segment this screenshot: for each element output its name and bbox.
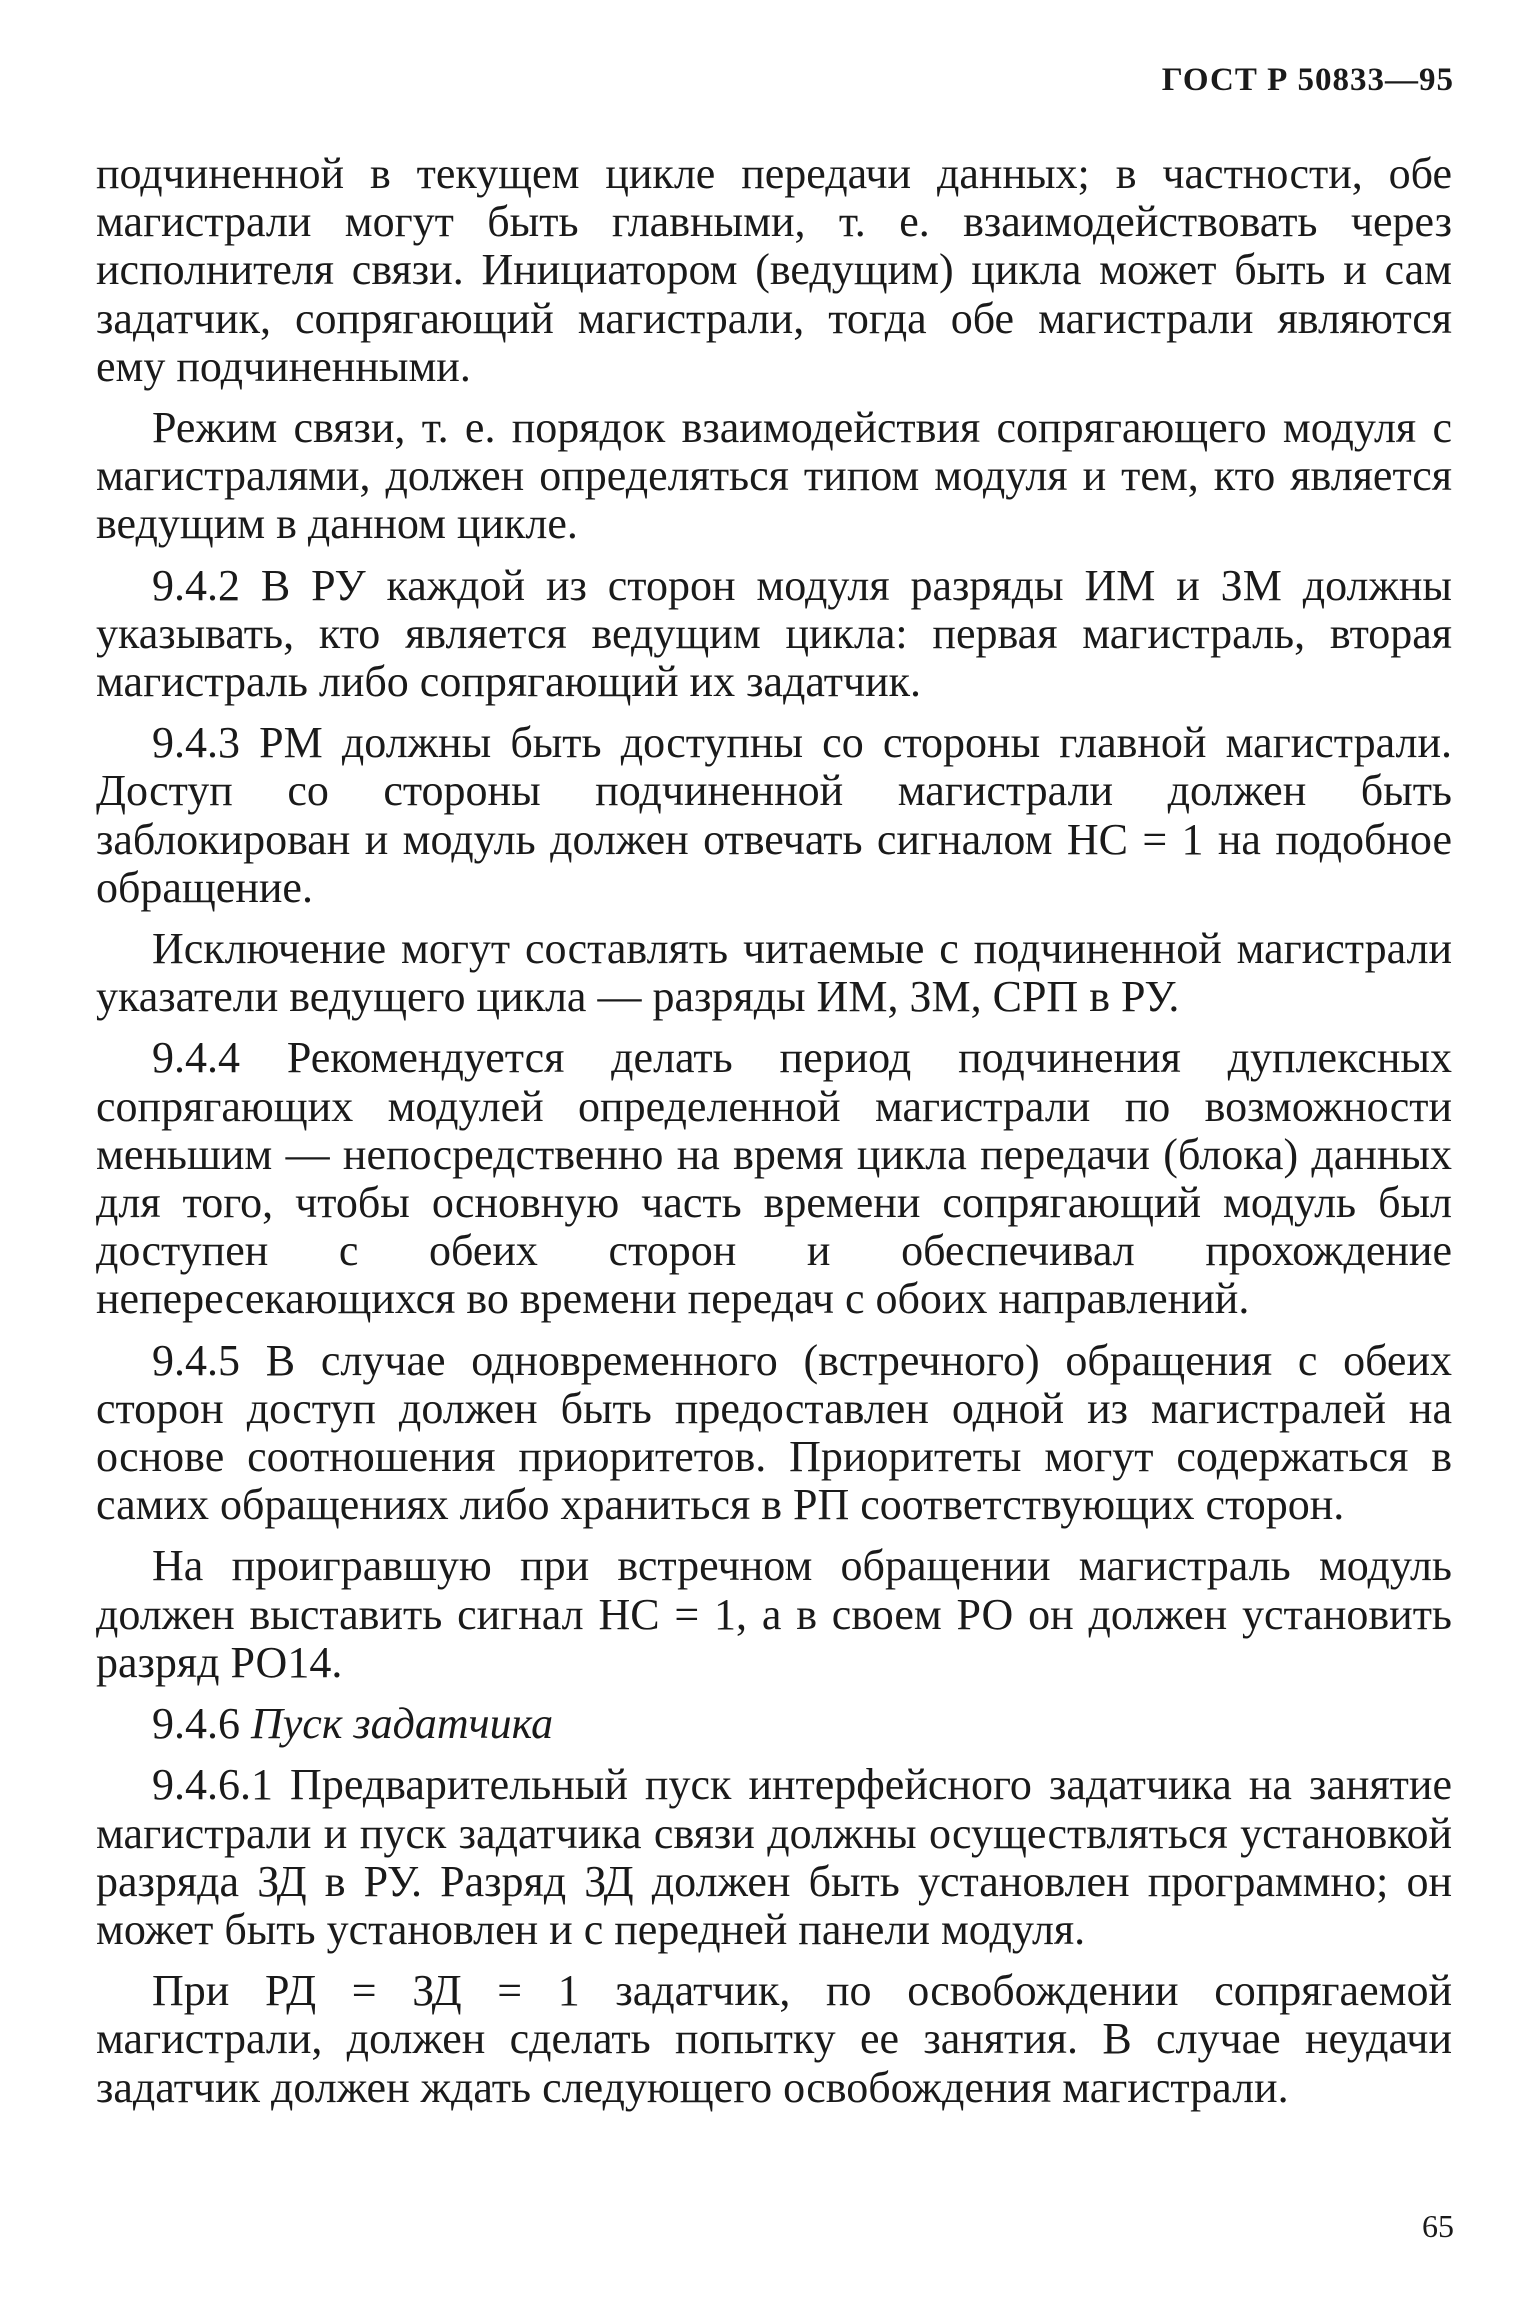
paragraph-continuation: подчиненной в текущем цикле передачи данных; в частности, обе магистрали могут быть главными, т. е. взаимодействовать через исполнителя связи. Инициатором (ведущим) цикла может быть и сам задатчик, сопрягающий магистрали, тогда обе магистрали являются ему подчиненными. — [96, 149, 1452, 391]
standard-header: ГОСТ Р 50833—95 — [1161, 62, 1454, 98]
section-title: Пуск задатчика — [251, 1699, 554, 1749]
paragraph-9-4-3: 9.4.3 РМ должны быть доступны со стороны главной магистрали. Доступ со стороны подчиненной магистрали должен быть заблокирован и модуль должен отвечать сигналом НС = 1 на подобное обращение. — [96, 718, 1452, 912]
paragraph-master-start: При РД = ЗД = 1 задатчик, по освобождении сопрягаемой магистрали, должен сделать попытку ее занятия. В случае неудачи задатчик должен ждать следующего освобождения магистрали. — [96, 1966, 1452, 2112]
paragraph-9-4-5: 9.4.5 В случае одновременного (встречного) обращения с обеих сторон доступ должен быть предоставлен одной из магистралей на основе соотношения приоритетов. Приоритеты могут содержаться в самих обращениях либо храниться в РП соответствующих сторон. — [96, 1335, 1452, 1530]
section-heading-9-4-6 — [96, 1700, 1452, 1748]
paragraph-losing-bus: На проигравшую при встречном обращении магистраль модуль должен выставить сигнал НС = 1, а в своем РО он должен установить разряд РО14. — [96, 1541, 1452, 1687]
page-number: 65 — [1422, 2208, 1454, 2244]
paragraph-communication-mode: Режим связи, т. е. порядок взаимодействия сопрягающего модуля с магистралями, должен определяться типом модуля и тем, кто является ведущим в данном цикле. — [96, 403, 1452, 549]
document-body — [96, 150, 1452, 2125]
paragraph-9-4-4: 9.4.4 Рекомендуется делать период подчинения дуплексных сопрягающих модулей определенной магистрали по возможности меньшим — непосредственно на время цикла передачи (блока) данных для того, чтобы основную часть времени сопрягающий модуль был доступен с обеих сторон и обеспечивал прохождение непересекающихся во времени передач с обоих направлений. — [96, 1033, 1452, 1324]
paragraph-9-4-2: 9.4.2 В РУ каждой из сторон модуля разряды ИМ и ЗМ должны указывать, кто является ведущим цикла: первая магистраль, вторая магистраль либо сопрягающий их задатчик. — [96, 560, 1452, 707]
paragraph-9-4-6-1: 9.4.6.1 Предварительный пуск интерфейсного задатчика на занятие магистрали и пуск задатчика связи должны осуществляться установкой разряда ЗД в РУ. Разряд ЗД должен быть установлен программно; он может быть установлен и с передней панели модуля. — [96, 1760, 1452, 1954]
paragraph-exception: Исключение могут составлять читаемые с подчиненной магистрали указатели ведущего цикла — разряды ИМ, ЗМ, СРП в РУ. — [96, 924, 1452, 1022]
section-number: 9.4.6 — [152, 1699, 240, 1749]
